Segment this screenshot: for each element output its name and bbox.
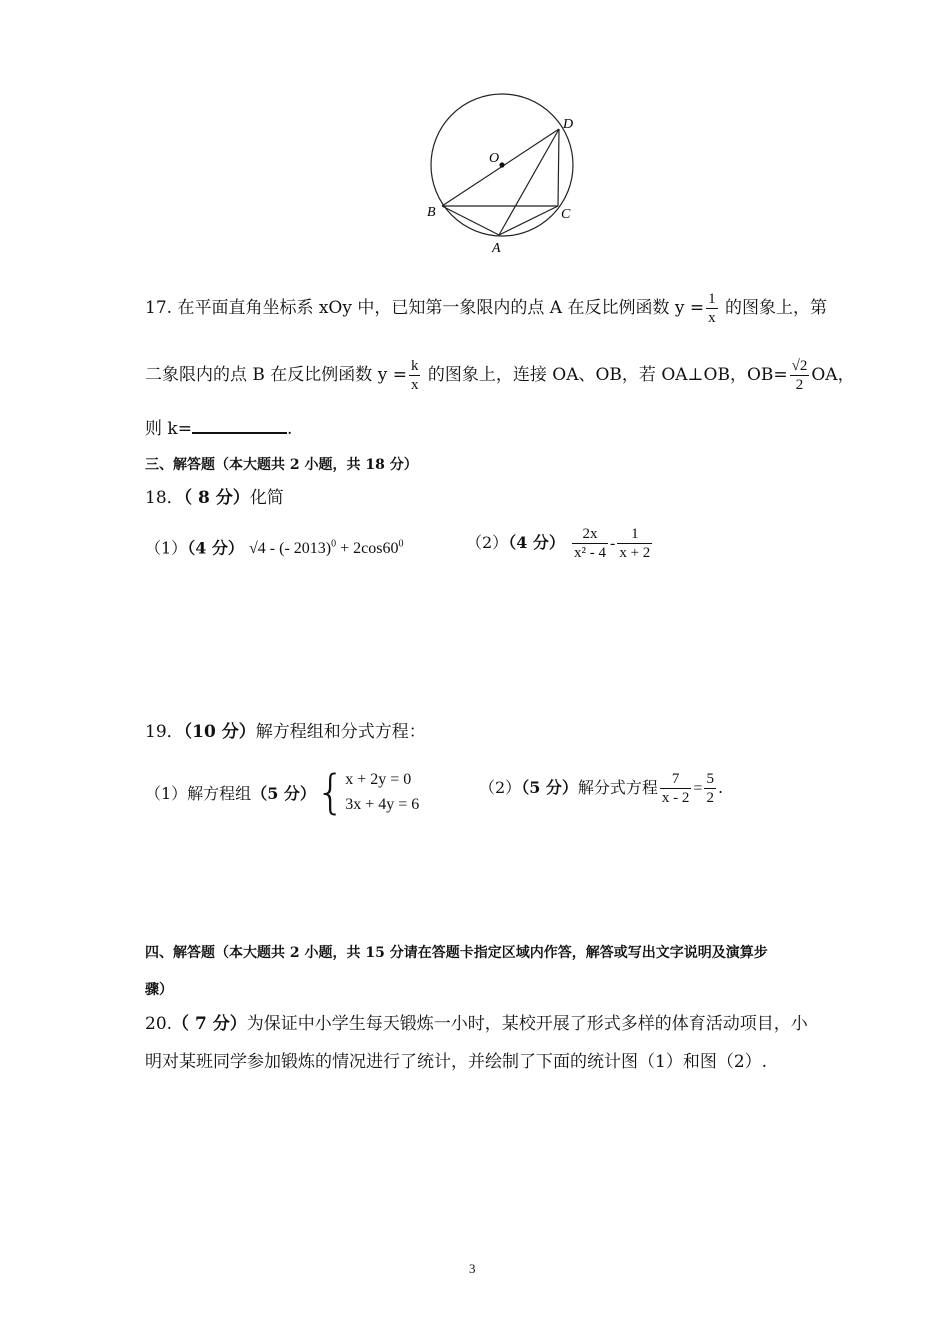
fraction-7-over-x-2 [660, 770, 692, 807]
label-a: A [492, 241, 501, 256]
label-d: D [563, 117, 574, 132]
fraction-1-over-x-plus-2 [617, 525, 652, 562]
fraction-sqrt2-over-2 [790, 357, 810, 394]
frac-den: x + 2 [619, 545, 651, 561]
exp-1: 0 [331, 539, 337, 550]
answer-blank[interactable] [192, 416, 287, 434]
left-brace: { [315, 765, 346, 819]
center-point [499, 162, 504, 167]
q19-part2-score: （5 分） [521, 778, 578, 797]
frac-num: 1 [708, 291, 716, 307]
page-number: 3 [469, 1261, 476, 1276]
q17-line1 [145, 290, 827, 327]
frac-den: 2 [706, 790, 714, 806]
frac-num: 1 [617, 525, 652, 544]
q18-number: 18． [145, 488, 184, 508]
q17-line1-pre: 17. 在平面直角坐标系 xOy 中，已知第一象限内的点 A 在反比例函数 y = [145, 298, 705, 318]
q17-line1-post: 的图象上，第 [719, 298, 828, 318]
section-4-heading-line1: 四、解答题（本大题共 2 小题，共 15 分请在答题卡指定区域内作答，解答或写出文字说明及演算步 [145, 945, 768, 961]
q18-part1 [145, 533, 403, 561]
q18-part2-label: （2） [466, 533, 509, 552]
frac-num: √2 [791, 358, 808, 374]
q18-title-text: 化简 [249, 488, 284, 508]
q20-text-line1: 为保证中小学生每天锻炼一小时，某校开展了形式多样的体育活动项目，小 [246, 1014, 808, 1034]
section-3-heading: 三、解答题（本大题共 2 小题，共 18 分） [145, 457, 418, 473]
equation-2: 3x + 4y = 6 [345, 796, 420, 813]
q18-title [145, 486, 284, 510]
q20-line2: 明对某班同学参加锻炼的情况进行了统计，并绘制了下面的统计图（1）和图（2）. [145, 1052, 768, 1072]
q17-line2-post: OA， [811, 365, 855, 385]
q20-line1 [145, 1012, 808, 1036]
q19-part1-label: （1）解方程组 [145, 783, 252, 803]
q19-part2-text: 解分式方程 [577, 778, 658, 797]
q19-part2 [479, 770, 723, 807]
fraction-2x-over-x2-4 [572, 525, 608, 562]
q18-part1-label: （1） [145, 538, 188, 558]
frac-den: x² - 4 [574, 545, 606, 561]
q18-part2 [466, 525, 654, 562]
label-b: B [427, 205, 436, 220]
fraction-k-over-x [409, 357, 421, 394]
q18-part2-score: （4 分） [508, 533, 565, 552]
q18-part1-expr [249, 540, 403, 557]
segment-ad [499, 129, 559, 235]
fraction-5-over-2 [704, 770, 716, 807]
q17-line3-pre: 则 k= [145, 419, 192, 439]
minus-sign: - [610, 535, 616, 552]
q19-part2-label: （2） [479, 778, 522, 797]
q17-line2-pre: 二象限内的点 B 在反比例函数 y = [145, 365, 407, 385]
frac-num: k [410, 358, 419, 374]
frac-den: 2 [795, 377, 804, 393]
q18-score: （ 8 分） [183, 488, 250, 508]
q17-line3 [145, 416, 292, 441]
q19-end-period: . [717, 778, 724, 797]
q20-number: 20. [145, 1014, 173, 1034]
frac-den: x [410, 377, 419, 393]
q19-part1-score: （5 分） [251, 783, 316, 803]
q19-number: 19． [145, 722, 184, 742]
frac-num: 2x [572, 525, 608, 544]
circle-figure [420, 92, 590, 260]
frac-num: 5 [706, 771, 714, 787]
q17-line3-post: . [286, 419, 293, 439]
q17-line2-mid: 的图象上，连接 OA、OB，若 OA⊥OB，OB= [422, 365, 788, 385]
exp-2: 0 [398, 539, 404, 550]
expr-b: + 2cos60 [336, 540, 399, 558]
frac-num: 7 [660, 770, 692, 789]
label-o: O [489, 151, 500, 166]
equation-1: x + 2y = 0 [345, 771, 412, 788]
q18-part1-score: （4 分） [187, 538, 244, 558]
q19-part1 [145, 764, 419, 820]
equation-system [345, 767, 419, 817]
fraction-1-over-x [706, 290, 718, 327]
equals-sign: = [693, 780, 703, 797]
q19-title [145, 720, 426, 744]
frac-den: x - 2 [661, 790, 690, 806]
segment-ba [442, 206, 499, 235]
frac-den: x [708, 310, 716, 326]
section-4-heading-line2: 骤） [145, 982, 173, 998]
q17-line2 [145, 357, 855, 394]
label-c: C [561, 207, 571, 222]
q20-score: （ 7 分） [172, 1014, 247, 1034]
q19-score: （10 分） [183, 722, 256, 742]
expr-a: √4 - (- 2013) [249, 540, 332, 558]
segment-bd [442, 129, 559, 206]
segment-dc [558, 129, 559, 206]
q19-title-text: 解方程组和分式方程： [255, 722, 426, 742]
